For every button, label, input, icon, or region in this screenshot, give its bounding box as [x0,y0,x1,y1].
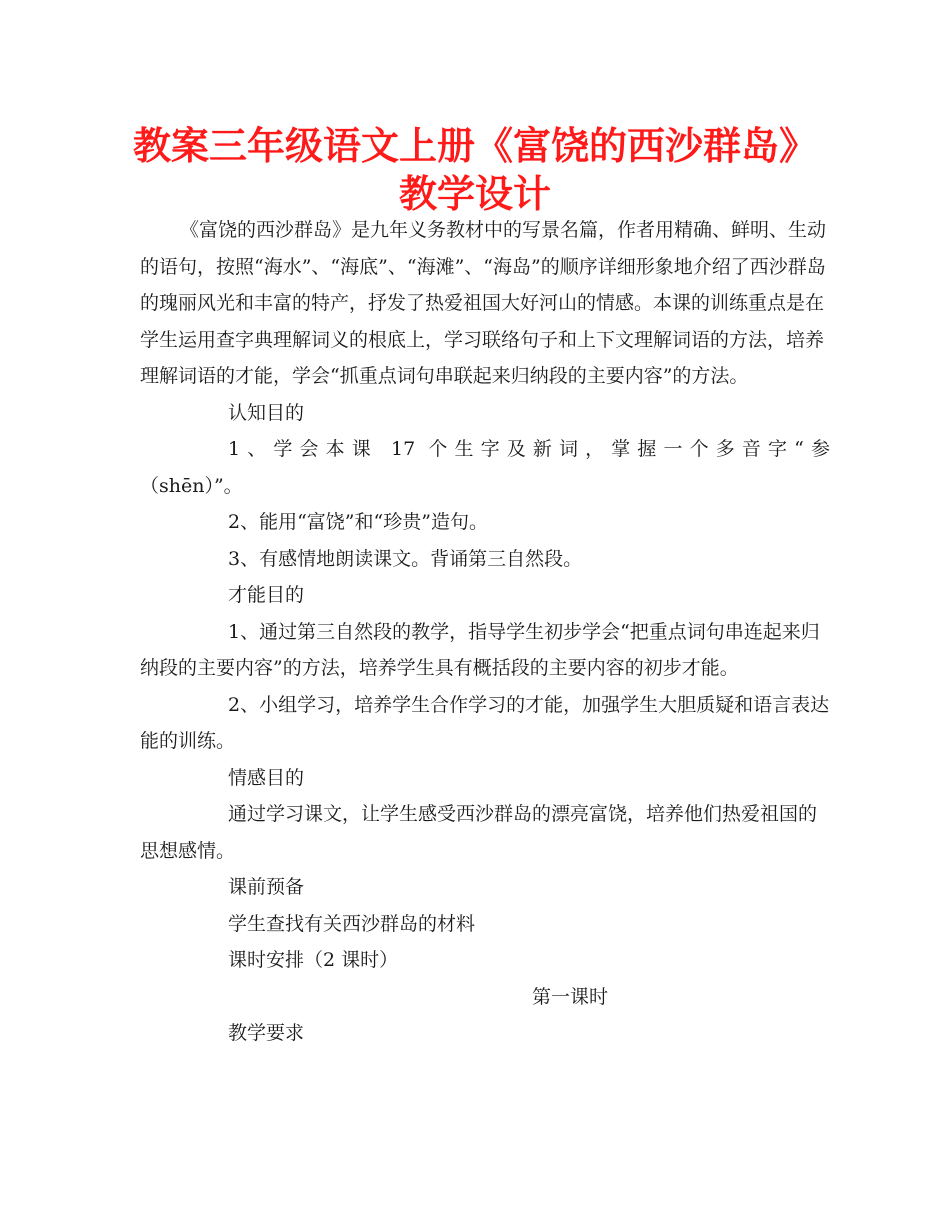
emotion-text: 通过学习课文，让学生感受西沙群岛的漂亮富饶，培养他们热爱祖国的思想感情。 [140,803,818,862]
heading-ability-goals: 才能目的 [228,584,305,606]
cognitive-item-3: 3、有感情地朗读课文。背诵第三自然段。 [228,547,583,570]
document-title-line2: 教学设计 [398,172,551,216]
cognitive-item-2: 2、能用“富饶”和“珍贵”造句。 [228,511,488,533]
heading-preparation: 课前预备 [228,876,305,898]
ability-item-2: 2、小组学习，培养学生合作学习的才能，加强学生大胆质疑和语言表达能的训练。 [140,693,830,752]
schedule-text: 课时安排（2 课时） [228,949,399,971]
heading-emotion-goals: 情感目的 [228,766,305,789]
document-body [140,212,830,1052]
ability-item-1: 1、通过第三自然段的教学，指导学生初步学会“把重点词句串连起来归纳段的主要内容”的方法，培养学生具有概括段的主要内容的初步才能。 [140,620,820,679]
heading-teaching-requirements: 教学要求 [228,1022,305,1044]
intro-paragraph: 《富饶的西沙群岛》是九年义务教材中的写景名篇，作者用精确、鲜明、生动的语句，按照“海水”、“海底”、“海滩”、“海岛”的顺序详细形象地介绍了西沙群岛的瑰丽风光和丰富的特产，抒发了热爱祖国大好河山的情感。本课的训练重点是在学生运用查字典理解词义的根底上，学习联络句子和上下文理解词语的方法，培养理解词语的才能，学会“抓重点词句串联起来归纳段的主要内容”的方法。 [140,219,827,387]
cognitive-item-1-continued: （shēn）”。 [140,474,243,497]
cognitive-item-1: 1、学会本课 17 个生字及新词，掌握一个多音字“参 [228,438,830,460]
document-title-line1: 教案三年级语文上册《富饶的西沙群岛》 [132,124,817,168]
lesson-one-heading: 第一课时 [532,985,609,1008]
heading-cognitive-goals: 认知目的 [228,401,305,424]
preparation-text: 学生查找有关西沙群岛的材料 [228,912,476,935]
